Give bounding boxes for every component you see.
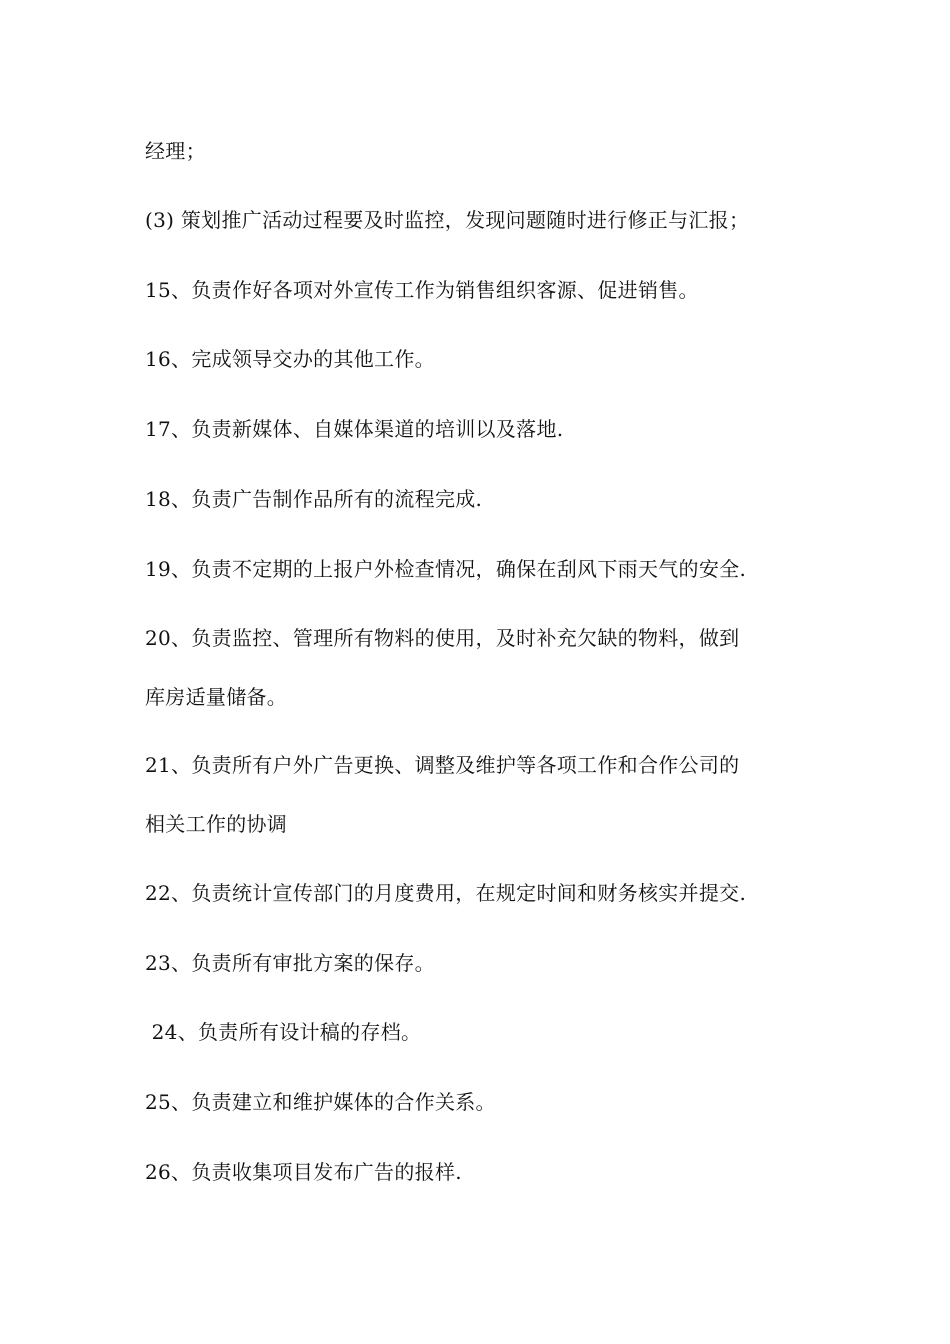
text-line-item-23: 23、负责所有审批方案的保存。 [145,951,435,975]
text-line-item-15: 15、负责作好各项对外宣传工作为销售组织客源、促进销售。 [145,278,699,302]
text-line-item-17: 17、负责新媒体、自媒体渠道的培训以及落地. [145,417,564,441]
text-line-item-26: 26、负责收集项目发布广告的报样. [145,1160,462,1184]
text-line-item-20: 20、负责监控、管理所有物料的使用，及时补充欠缺的物料，做到 [145,626,740,650]
text-line-item-20-cont: 库房适量储备。 [145,685,288,709]
text-line-item-16: 16、完成领导交办的其他工作。 [145,347,435,371]
text-line-item-21-cont: 相关工作的协调 [145,812,288,836]
text-line-item-24: 24、负责所有设计稿的存档。 [145,1020,422,1044]
text-line-manager: 经理； [145,139,206,163]
text-line-item-25: 25、负责建立和维护媒体的合作关系。 [145,1090,496,1114]
text-line-item-22: 22、负责统计宣传部门的月度费用，在规定时间和财务核实并提交. [145,881,747,905]
text-line-item-3: (3) 策划推广活动过程要及时监控，发现问题随时进行修正与汇报； [145,208,750,232]
text-line-item-21: 21、负责所有户外广告更换、调整及维护等各项工作和合作公司的 [145,753,740,777]
text-line-item-19: 19、负责不定期的上报户外检查情况，确保在刮风下雨天气的安全. [145,557,747,581]
text-line-item-18: 18、负责广告制作品所有的流程完成. [145,487,483,511]
